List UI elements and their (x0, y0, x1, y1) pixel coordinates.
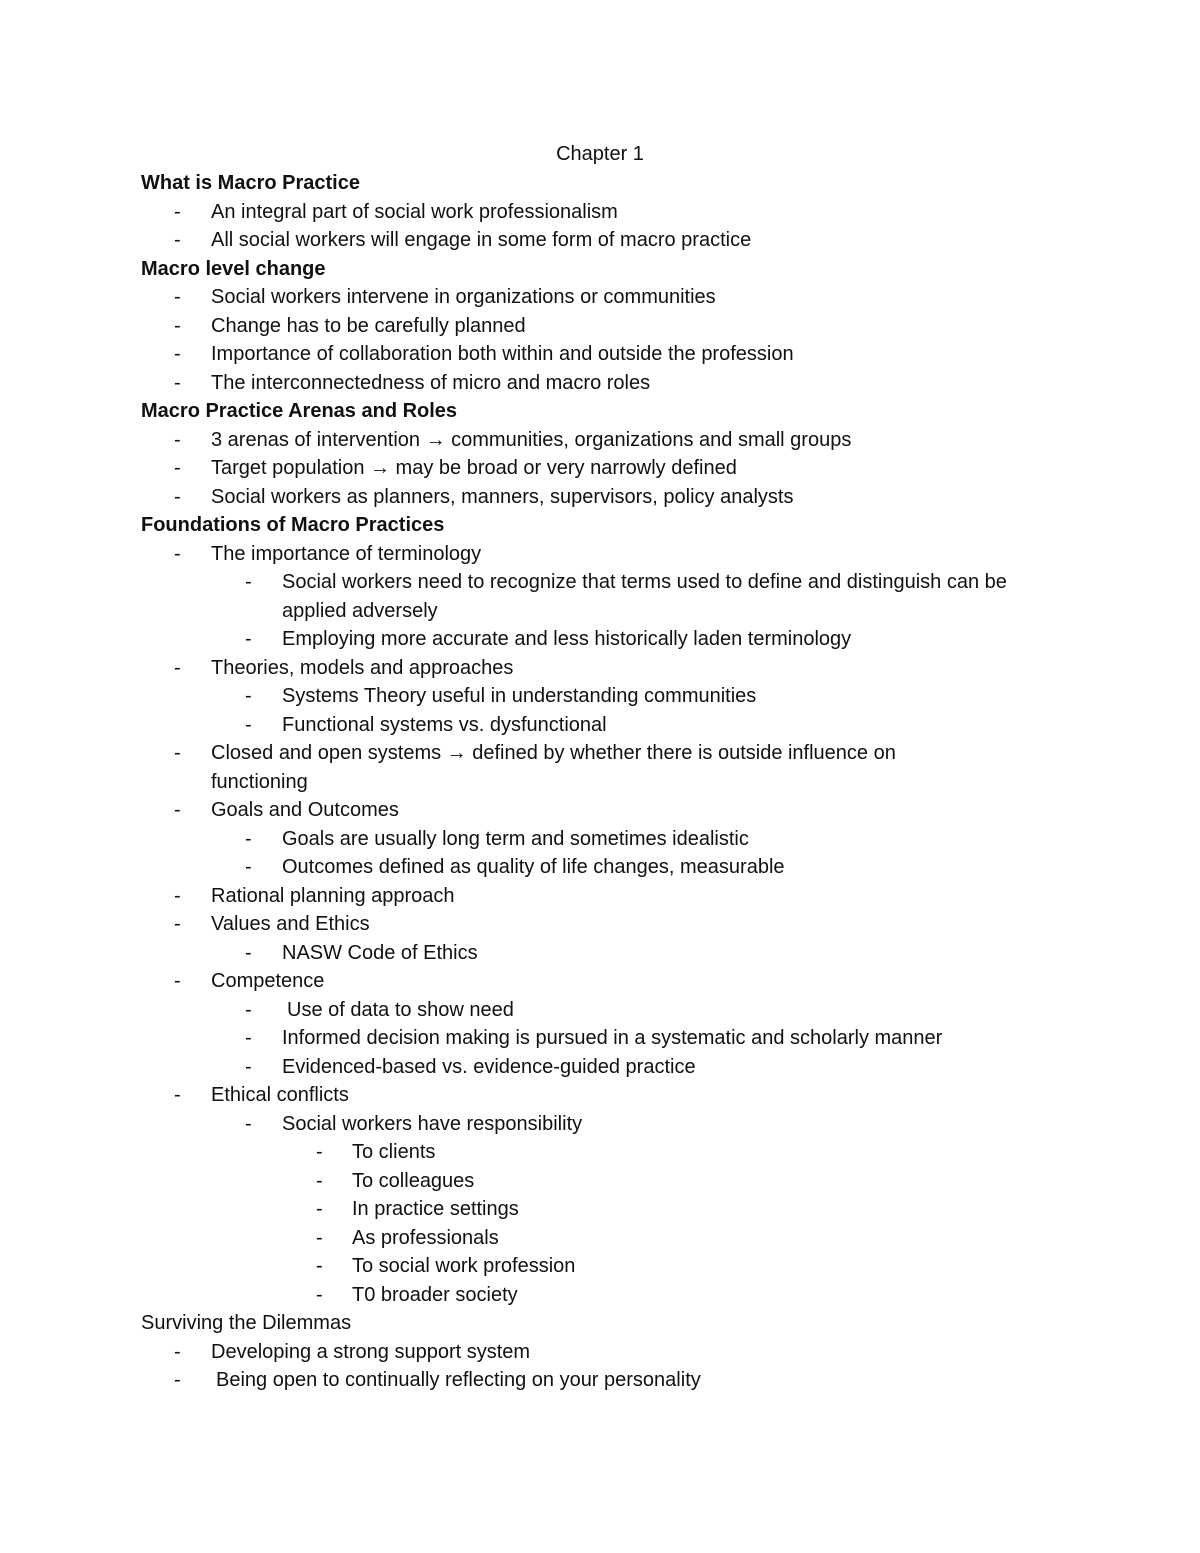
page-title: Chapter 1 (556, 143, 644, 165)
list-subitem: - Systems Theory useful in understanding communities (141, 682, 1061, 711)
list-subsubitem: - To social work profession (141, 1252, 1061, 1281)
list-subitem: - Use of data to show need (141, 996, 1061, 1025)
bullet-dash: - (245, 571, 252, 593)
list-subitem: - Social workers need to recognize that terms used to define and distinguish can be applied adversely (141, 568, 1061, 625)
bullet-dash: - (316, 1198, 323, 1220)
bullet-dash: - (174, 457, 181, 479)
bullet-dash: - (174, 1084, 181, 1106)
bullet-dash: - (316, 1283, 323, 1306)
list-item: - Closed and open systems → defined by whether there is outside influence on functioning (141, 739, 1061, 796)
list-item: - 3 arenas of intervention → communities, organizations and small groups (141, 426, 1061, 455)
section-heading-what-is-macro: What is Macro Practice (141, 172, 360, 194)
bullet-dash: - (174, 314, 181, 337)
list-subsubitem: - To clients (141, 1138, 1061, 1167)
bullet-dash: - (245, 827, 252, 850)
list-subsubitem: - In practice settings (141, 1195, 1061, 1224)
list-item: - Social workers intervene in organizations or communities (141, 283, 1061, 312)
list-subitem: - Informed decision making is pursued in a systematic and scholarly manner (141, 1024, 1061, 1053)
bullet-dash: - (245, 941, 252, 964)
section-heading-macro-level-change: Macro level change (141, 257, 326, 280)
list-item: - Social workers as planners, manners, supervisors, policy analysts (141, 483, 1061, 512)
list-item: - An integral part of social work professionalism (141, 198, 1061, 227)
list-subsubitem: - To colleagues (141, 1167, 1061, 1196)
bullet-dash: - (174, 229, 181, 251)
bullet-dash: - (174, 200, 181, 223)
bullet-dash: - (174, 343, 181, 365)
bullet-dash: - (245, 1027, 252, 1049)
list-item: - Importance of collaboration both within and outside the profession (141, 340, 1061, 369)
list-subitem: - Outcomes defined as quality of life changes, measurable (141, 853, 1061, 882)
section-heading-surviving-dilemmas: Surviving the Dilemmas (141, 1312, 352, 1334)
list-item: - Goals and Outcomes (141, 796, 1061, 825)
bullet-dash: - (174, 485, 181, 508)
bullet-dash: - (174, 542, 181, 565)
bullet-dash: - (174, 913, 181, 935)
bullet-dash: - (245, 628, 252, 650)
bullet-dash: - (174, 1369, 181, 1391)
bullet-dash: - (316, 1141, 323, 1163)
bullet-dash: - (245, 856, 252, 878)
bullet-dash: - (245, 1112, 252, 1135)
document-body (141, 169, 1061, 1395)
list-item: - Being open to continually reflecting on your personality (141, 1366, 1061, 1395)
bullet-dash: - (316, 1169, 323, 1192)
list-item: - The interconnectedness of micro and macro roles (141, 369, 1061, 398)
list-item: - Rational planning approach (141, 882, 1061, 911)
bullet-dash: - (316, 1255, 323, 1277)
bullet-dash: - (174, 286, 181, 308)
list-subitem: - NASW Code of Ethics (141, 939, 1061, 968)
section-heading-foundations: Foundations of Macro Practices (141, 514, 445, 536)
list-item: - Change has to be carefully planned (141, 312, 1061, 341)
list-item: - Theories, models and approaches (141, 654, 1061, 683)
bullet-dash: - (245, 713, 252, 736)
bullet-dash: - (174, 656, 181, 679)
bullet-dash: - (174, 799, 181, 821)
list-item: - Developing a strong support system (141, 1338, 1061, 1367)
bullet-dash: - (174, 1340, 181, 1363)
list-subsubitem: - As professionals (141, 1224, 1061, 1253)
list-subitem: - Functional systems vs. dysfunctional (141, 711, 1061, 740)
list-subitem: - Social workers have responsibility (141, 1110, 1061, 1139)
list-item: - Competence (141, 967, 1061, 996)
bullet-dash: - (174, 742, 181, 764)
bullet-dash: - (174, 884, 181, 907)
bullet-dash: - (245, 685, 252, 707)
list-item: - Ethical conflicts (141, 1081, 1061, 1110)
list-subitem: - Goals are usually long term and sometimes idealistic (141, 825, 1061, 854)
bullet-dash: - (174, 428, 181, 451)
list-item: - All social workers will engage in some form of macro practice (141, 226, 1061, 255)
list-item: - Values and Ethics (141, 910, 1061, 939)
list-item: - Target population → may be broad or very narrowly defined (141, 454, 1061, 483)
bullet-dash: - (174, 970, 181, 992)
list-subitem: - Employing more accurate and less historically laden terminology (141, 625, 1061, 654)
list-item: - The importance of terminology (141, 540, 1061, 569)
bullet-dash: - (316, 1226, 323, 1249)
section-heading-arenas-and-roles: Macro Practice Arenas and Roles (141, 400, 458, 422)
list-subitem: - Evidenced-based vs. evidence-guided practice (141, 1053, 1061, 1082)
bullet-dash: - (245, 998, 252, 1021)
list-subsubitem: - T0 broader society (141, 1281, 1061, 1310)
bullet-dash: - (245, 1055, 252, 1078)
bullet-dash: - (174, 371, 181, 394)
